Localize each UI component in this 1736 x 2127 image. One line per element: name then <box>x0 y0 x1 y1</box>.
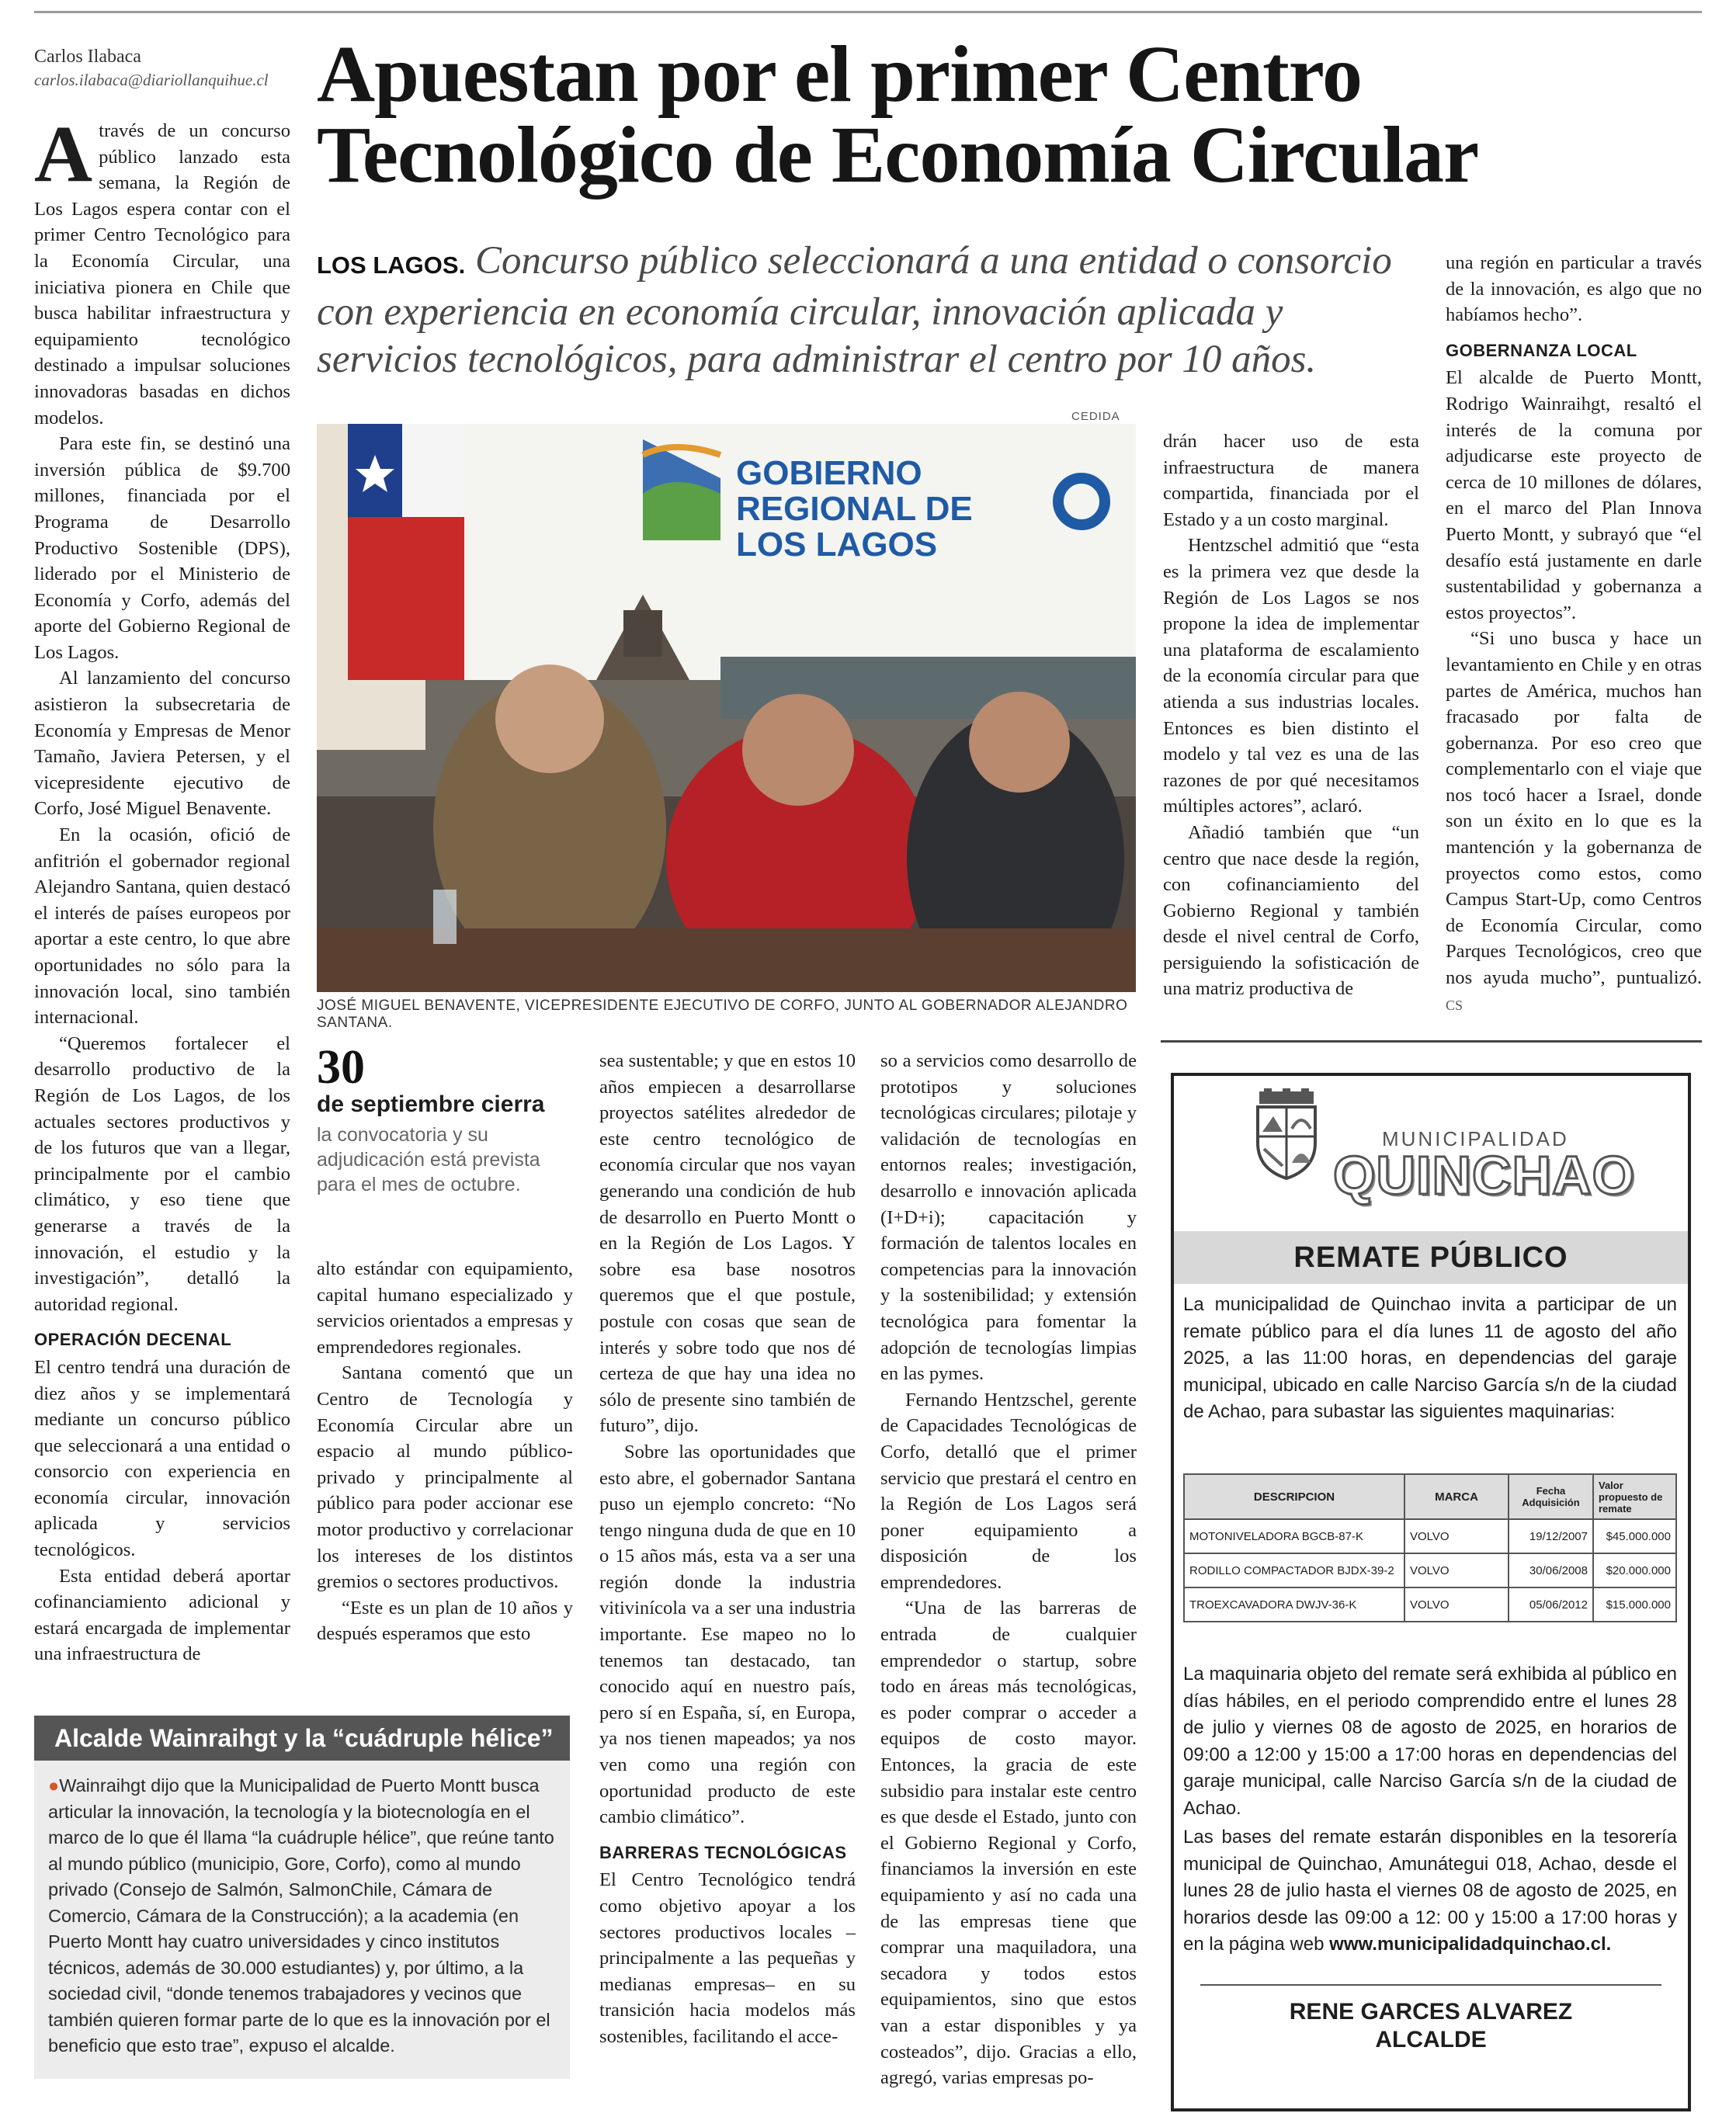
byline <box>34 45 290 92</box>
photo-credit: CEDIDA <box>1071 410 1120 423</box>
banner-text: GOBIERNO <box>736 454 922 492</box>
table-cell: 05/06/2012 <box>1509 1587 1593 1622</box>
table-cell: $20.000.000 <box>1593 1553 1676 1587</box>
ad-title: REMATE PÚBLICO <box>1293 1241 1568 1274</box>
paragraph: Santana comentó que un Centro de Tecnología y Economía Circular abre un espacio al mundo público-privado y principalmente al público para poder accionar ese motor productivo y correlacionar los intereses de los distintos gremios o sectores productivos. <box>317 1362 573 1593</box>
table-cell: TROEXCAVADORA DWJV-36-K <box>1184 1587 1404 1622</box>
photo-caption: JOSÉ MIGUEL BENAVENTE, VICEPRESIDENTE EJECUTIVO DE CORFO, JUNTO AL GOBERNADOR ALEJANDRO SANTANA. <box>317 998 1128 1031</box>
ad-intro: La municipalidad de Quinchao invita a participar de un remate público para el día lunes 11 de agosto del año 2025, a las 11:00 horas, en dependencias del garaje municipal, ubicado en calle Narciso García s/n de la ciudad de Achao, para subastar las siguientes maquinarias: <box>1183 1294 1677 1422</box>
paragraph: Al lanzamiento del concurso asistieron la subsecretaria de Economía y Empresas de Menor Tamaño, Javiera Petersen, y el vicepresidente ejecutivo de Corfo, José Miguel Benavente. <box>34 668 290 820</box>
machinery-table-wrap <box>1183 1473 1677 1622</box>
table-header: Fecha Adquisición <box>1509 1474 1593 1519</box>
paragraph: través de un concurso público lanzado esta semana, la Región de Los Lagos espera contar con el primer Centro Tecnológico para la Economía Circular, una iniciativa pionera en Chile que busca habilitar infraestructura y equipamiento tecnológico destinado a impulsar soluciones innovadoras basadas en dichos modelos. <box>34 120 290 429</box>
article-column-1 <box>34 109 290 1667</box>
paragraph: El alcalde de Puerto Montt, Rodrigo Wainraihgt, resaltó el interés de la comuna por adjudicarse este proyecto de cerca de 10 millones de dólares, en el marco del Plan Innova Puerto Montt, y subrayó que “el desafío está justamente en darle sustentabilidad y gobernanza a estos proyectos”. <box>1446 367 1702 623</box>
fact-number: 30 <box>317 1041 365 1094</box>
table-cell: VOLVO <box>1404 1587 1509 1622</box>
subhead: BARRERAS TECNOLÓGICAS <box>599 1842 847 1862</box>
signer-name: RENE GARCES ALVAREZ <box>1289 1999 1573 2025</box>
article-photo <box>317 424 1136 992</box>
paragraph: una región en particular a través de la innovación, es algo que no habíamos hecho”. <box>1446 252 1702 326</box>
paragraph: alto estándar con equipamiento, capital humano especializado y servicios orientados a empresas y emprendedores regionales. <box>317 1258 573 1358</box>
municipality-name: QUINCHAO <box>1333 1145 1636 1206</box>
paragraph: “Este es un plan de 10 años y después esperamos que esto <box>317 1597 573 1645</box>
paragraph: Sobre las oportunidades que esto abre, el gobernador Santana puso un ejemplo concreto: “No tengo ninguna duda de que en 10 o 15 años más, esta va a ser una región donde la industria vitivinícola va a ser una industria importante. Ese mapeo no lo tenemos tan destacado, tan conocido aquí en nuestro país, pero sí en España, sí, en Europa, ya nos tienen mapeados; ya nos ven como una región con oportunidad producto de este cambio climático”. <box>599 1441 856 1828</box>
sidebar-title: Alcalde Wainraihgt y la “cuádruple hélice” <box>34 1716 570 1761</box>
dek-text: Concurso público seleccionará a una entidad o consorcio con experiencia en economía circular, innovación aplicada y servicios tecnológicos, para administrar el centro por 10 años. <box>317 239 1392 381</box>
paragraph: Para este fin, se destinó una inversión pública de $9.700 millones, financiada por el Programa de Desarrollo Productivo Sostenible (DPS), liderado por el Ministerio de Economía y Corfo, además del aporte del Gobierno Regional de Los Lagos. <box>34 433 290 663</box>
paragraph: so a servicios como desarrollo de prototipos y soluciones tecnológicas circulares; pilotaje y validación de tecnologías en entornos reales; investigación, desarrollo e innovación aplicada (I+D+i); capacitación y formación de talentos locales en competencias para la innovación y la sostenibilidad; y extensión tecnológica para fomentar la adopción de tecnologías limpias en las pymes. <box>880 1050 1137 1385</box>
table-cell: $45.000.000 <box>1593 1519 1676 1553</box>
signer-title: ALCALDE <box>1375 2027 1487 2052</box>
fact-heading: de septiembre cierra <box>317 1091 545 1117</box>
table-cell: $15.000.000 <box>1593 1587 1676 1622</box>
paragraph: drán hacer uso de esta infraestructura de manera compartida, financiada por el Estado y a un costo marginal. <box>1163 431 1419 530</box>
paragraph: Esta entidad deberá aportar cofinanciamiento adicional y estará encargada de implementar una infraestructura de <box>34 1565 290 1665</box>
municipality-label: MUNICIPALIDAD <box>1382 1127 1569 1150</box>
banner-text: REGIONAL DE <box>736 490 973 528</box>
table-row <box>1184 1587 1676 1622</box>
ad-bases-text: Las bases del remate estarán disponibles en la tesorería municipal de Quinchao, Amunátegui 018, Achao, desde el lunes 28 de julio hasta el viernes 08 de agosto de 2025, en horarios desde las 09:00 a 12: 00 y 15:00 a 17:00 horas y en la página web <box>1183 1827 1677 1955</box>
article-column-4 <box>880 1048 1137 2091</box>
sidebar-body <box>48 1773 554 2059</box>
municipal-crest-icon <box>1252 1088 1321 1180</box>
end-mark: CS <box>1446 997 1463 1013</box>
sidebar-text: Wainraihgt dijo que la Municipalidad de Puerto Montt busca articular la innovación, la tecnología y la biotecnología en el marco de lo que él llama “la cuádruple hélice”, que reúne tanto al mundo público (municipio, Gore, Corfo), como al mundo privado (Consejo de Salmón, SalmonChile, Cámara de Comercio, Cámara de la Construcción); a la academia (en Puerto Montt hay cuatro universidades y cinco institutos técnicos, además de 30.000 estudiantes) y, por último, a la sociedad civil, “donde tenemos trabajadores y vecinos que también quieren formar parte de lo que es la innovación por el beneficio que esto trae”, expuso el alcalde. <box>48 1775 554 2056</box>
headline: Apuestan por el primer Centro Tecnológico de Economía Circular <box>317 29 1479 200</box>
ad-bases <box>1183 1824 1677 1959</box>
dek <box>317 238 1396 383</box>
table-cell: VOLVO <box>1404 1519 1509 1553</box>
table-row <box>1184 1553 1676 1587</box>
paragraph-text: “Si uno busca y hace un levantamiento en Chile y en otras partes de América, muchos han fracasado por falta de gobernanza. Por eso creo que complementarlo con el viaje que nos tocó hacer a Israel, donde son un éxito en lo que es la mantención y la gobernanza de proyectos como estos, como Campus Start-Up, como Centros de Economía Circular, como Parques Tecnológicos, creo que nos ayuda mucho”, puntualizó. <box>1446 628 1702 989</box>
signature-rule <box>1200 1984 1661 1986</box>
dek-kicker: LOS LAGOS. <box>317 252 466 279</box>
paragraph: “Una de las barreras de entrada de cualquier emprendedor o startup, sobre todo en áreas más tecnológicas, es poder comprar o acceder a equipos de costo mayor. Entonces, la gracia de este subsidio para instalar este centro es que desde el Estado, junto con el Gobierno Regional y Corfo, financiamos la inversión en este equipamiento y así no cada una de las empresas tiene que comprar una maquiladora, una secadora y todos estos equipamientos, sino que estos van a estar disponibles y ya costeados”, dijo. Gracias a ello, agregó, varias empresas po- <box>880 1598 1137 2089</box>
banner-text: LOS LAGOS <box>736 526 938 564</box>
article-column-2 <box>317 1256 573 1647</box>
photo-illustration <box>317 424 1136 992</box>
table-header: MARCA <box>1404 1474 1509 1519</box>
paragraph: En la ocasión, ofició de anfitrión el gobernador regional Alejandro Santana, quien destacó el interés de países europeos por aportar a este centro, lo que abre oportunidades no sólo para la innovación local, sino también internacional. <box>34 824 290 1029</box>
table-row <box>1184 1519 1676 1553</box>
author-email[interactable]: carlos.ilabaca@diariollanquihue.cl <box>34 71 269 89</box>
paragraph: sea sustentable; y que en estos 10 años empiecen a desarrollarse proyectos satélites alrededor de este centro tecnológico de economía circular que nos vayan generando una condición de hub de desarrollo en Puerto Montt o en la Región de Los Lagos. Y sobre esa base nosotros queremos que el que postule, postule con cosas que sean de interés y sobre todo que nos dé certeza de que hay una idea no sólo de presente sino también de futuro”, dijo. <box>599 1050 856 1437</box>
table-header-row <box>1184 1474 1676 1519</box>
paragraph: El Centro Tecnológico tendrá como objetivo apoyar a los sectores productivos locales – principalmente a las pequeñas y medianas empresas– en su transición hacia modelos más sostenibles, facilitando el acce- <box>599 1869 856 2047</box>
ad-website-link[interactable]: www.municipalidadquinchao.cl. <box>1329 1934 1612 1955</box>
ad-exhibit-text: La maquinaria objeto del remate será exhibida al público en días hábiles, en el periodo comprendido entre el lunes 28 de julio y viernes 08 de agosto de 2025, en horarios de 09:00 a 12:00 y 15:00 a 17:00 horas en dependencias del garaje municipal, calle Narciso García s/n de la ciudad de Achao. <box>1183 1664 1677 1819</box>
paragraph: Hentzschel admitió que “esta es la primera vez que desde la Región de Los Lagos se nos propone la idea de implementar una plataforma de escalamiento de la economía circular para que atienda a sus industrias locales. Entonces es bien distinto el modelo y tal vez es una de las razones de por qué necesitamos múltiples actores”, aclaró. <box>1163 535 1419 817</box>
article-column-6 <box>1446 250 1702 1018</box>
paragraph: Fernando Hentzschel, gerente de Capacidades Tecnológicas de Corfo, detalló que el primer servicio que prestará el centro en la Región de Los Lagos será poner equipamiento a disposición de los emprendedores. <box>880 1389 1137 1593</box>
ad-signature <box>1174 1998 1688 2054</box>
subhead: GOBERNANZA LOCAL <box>1446 340 1637 360</box>
machinery-table <box>1183 1473 1677 1622</box>
article-column-5 <box>1163 429 1419 1002</box>
paragraph <box>1446 626 1702 1018</box>
table-cell: VOLVO <box>1404 1553 1509 1587</box>
bullet-icon: ● <box>48 1775 60 1796</box>
subhead: OPERACIÓN DECENAL <box>34 1330 232 1350</box>
table-cell: RODILLO COMPACTADOR BJDX-39-2 <box>1184 1553 1404 1587</box>
table-cell: MOTONIVELADORA BGCB-87-K <box>1184 1519 1404 1553</box>
paragraph: El centro tendrá una duración de diez años y se implementará mediante un concurso público que seleccionará a una entidad o consorcio con experiencia en economía circular, innovación aplicada y servicios tecnológicos. <box>34 1356 290 1561</box>
paragraph: Añadió también que “un centro que nace desde la región, con cofinanciamiento del Gobierno Regional y también desde el nivel central de Corfo, persiguiendo la sofisticación de una matriz productiva de <box>1163 821 1419 1000</box>
article-column-3 <box>599 1048 856 2050</box>
table-header: DESCRIPCION <box>1184 1474 1404 1519</box>
table-header: Valor propuesto de remate <box>1593 1474 1676 1519</box>
top-rule <box>34 11 1702 13</box>
ad-rule <box>1161 1040 1702 1043</box>
table-cell: 30/06/2008 <box>1509 1553 1593 1587</box>
table-cell: 19/12/2007 <box>1509 1519 1593 1553</box>
paragraph: “Queremos fortalecer el desarrollo productivo de la Región de Los Lagos, de los actuales sectores productivos y de los futuros que van a llegar, principalmente por el cambio climático, y eso tiene que generarse a través de la innovación, el estudio y la investigación”, detalló la autoridad regional. <box>34 1032 290 1315</box>
drop-cap: A <box>34 109 93 199</box>
fact-text: la convocatoria y su adjudicación está prevista para el mes de octubre. <box>317 1124 540 1195</box>
author-name: Carlos Ilabaca <box>34 47 141 67</box>
